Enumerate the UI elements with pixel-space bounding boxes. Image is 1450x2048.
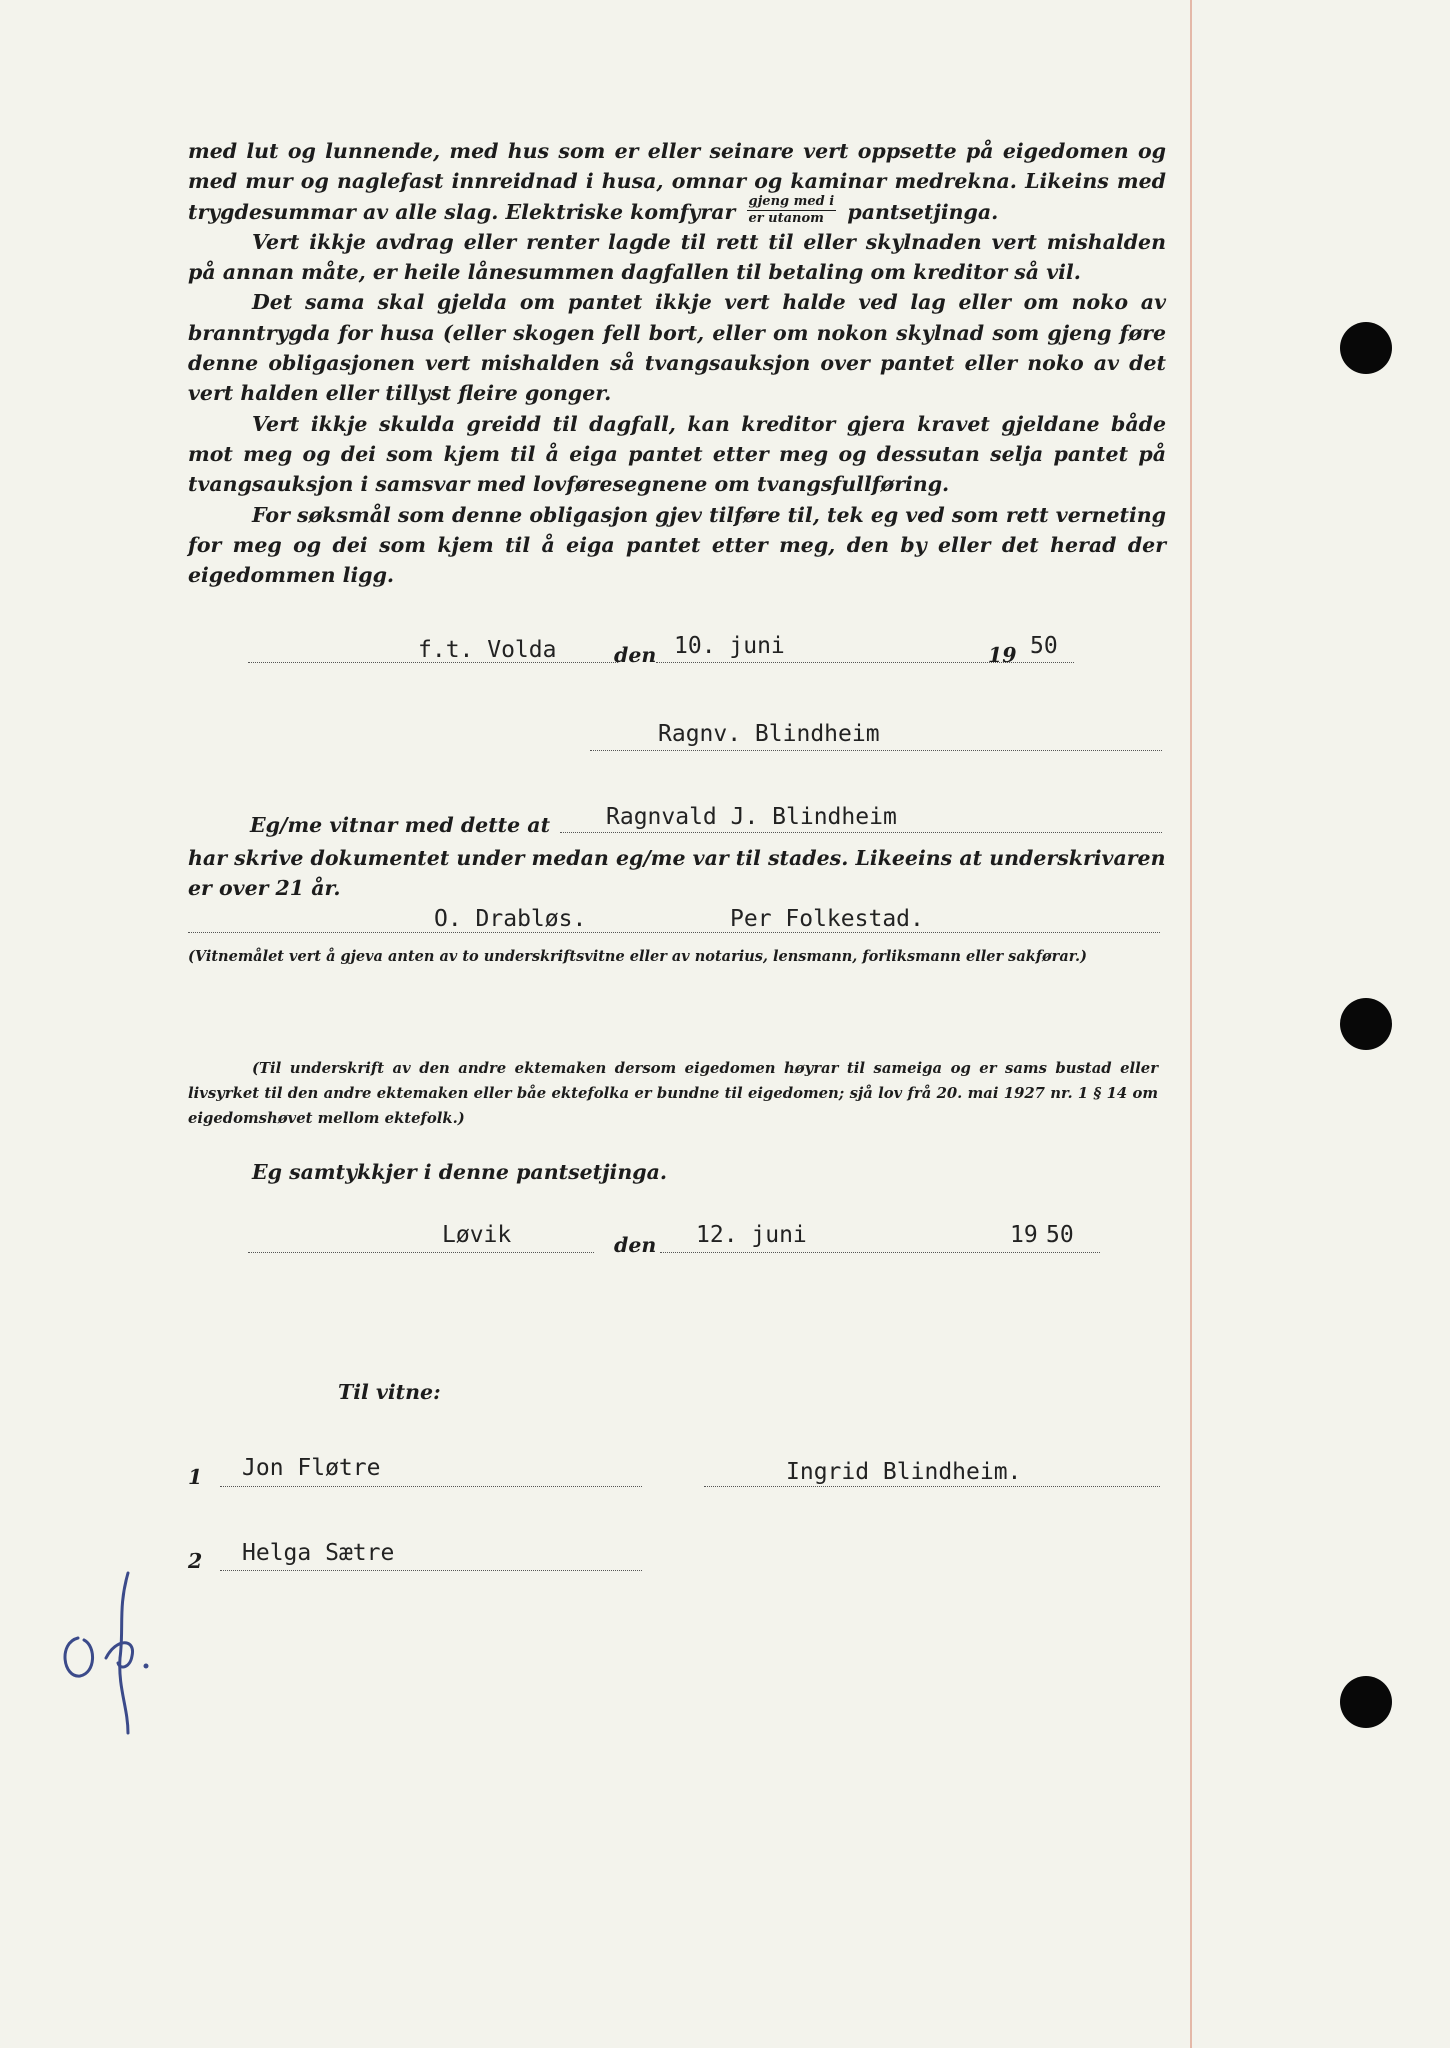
year-suffix: 50 bbox=[1030, 633, 1058, 659]
punch-hole bbox=[1340, 322, 1392, 374]
obligation-terms bbox=[188, 136, 1166, 590]
paragraph-enforcement: Vert ikkje skulda greidd til dagfall, kan kreditor gjera kravet gjeldane både mot meg og dei som kjem til å eiga pantet etter meg og dessutan selja pantet på tvangsauksjon i samsvar med lovføresegnene om tvangsfullføring. bbox=[188, 411, 1166, 497]
year-prefix: 19 bbox=[988, 643, 1017, 667]
punch-hole bbox=[1340, 998, 1392, 1050]
witness-signature-line bbox=[188, 932, 1160, 933]
signature-line bbox=[590, 750, 1162, 751]
vitne-line bbox=[220, 1570, 642, 1571]
witness-note: (Vitnemålet vert å gjeva anten av to underskriftsvitne eller av notarius, lensmann, forliksmann eller sakførar.) bbox=[188, 948, 1087, 965]
den-label: den bbox=[614, 643, 657, 667]
spouse-signature: Ingrid Blindheim. bbox=[786, 1459, 1022, 1485]
fraction-choice: $\frac{\text{gjeng med i}}{\text{er utanom}}$ bbox=[748, 193, 835, 226]
punch-hole bbox=[1340, 1676, 1392, 1728]
date2-year-prefix: 19 bbox=[1010, 1222, 1038, 1248]
vitne-number: 2 bbox=[188, 1549, 203, 1573]
spouse-note: (Til underskrift av den andre ektemaken dersom eigedomen høyrar til sameiga og er sams bustad eller livsyrket til den andre ektemaken eller båe ektefolka er bundne til eigedomen; sjå lov frå 20. mai 1927 nr. 1 § 14 om eigedomshøvet mellom ektefolk.) bbox=[188, 1060, 1158, 1127]
paragraph-venue: For søksmål som denne obligasjon gjev tilføre til, tek eg ved som rett verneting for meg og dei som kjem til å eiga pantet etter meg, den by eller det herad der eigedommen ligg. bbox=[188, 502, 1166, 588]
witness1-name: O. Drabløs. bbox=[434, 906, 587, 932]
margin-rule bbox=[1190, 0, 1192, 2048]
den-label: den bbox=[614, 1233, 657, 1257]
til-vitne-label: Til vitne: bbox=[338, 1380, 441, 1404]
date2-day-month: 12. juni bbox=[696, 1222, 807, 1248]
paragraph-property: med lut og lunnende, med hus som er eller seinare vert oppsette på eigedomen og med mur og naglefast innreidnad i husa, omnar og kaminar medrekna. Likeins med trygdesummar av alle slag. Elektriske komfyrar $\frac{\text{gjeng med i}}{\text{er utanom}}$ pantsetjinga. bbox=[188, 139, 1166, 226]
witness-name-line bbox=[560, 832, 1162, 833]
date-day-month: 10. juni bbox=[674, 633, 785, 659]
paragraph-insurance: Det sama skal gjelda om pantet ikkje vert halde ved lag eller om noko av branntrygda for husa (eller skogen fell bort, eller om nokon skylnad som gjeng føre denne obligasjonen vert mishalden så tvangsauksjon over pantet eller noko av det vert halden eller tillyst fleire gonger. bbox=[188, 290, 1166, 406]
attested-name: Ragnvald J. Blindheim bbox=[606, 804, 897, 830]
handwritten-initials-icon bbox=[58, 1568, 158, 1742]
date2-line bbox=[660, 1252, 1100, 1253]
date2-place-line bbox=[248, 1252, 594, 1253]
paragraph-default: Vert ikkje avdrag eller renter lagde til rett til eller skylnaden vert mishalden på annan måte, er heile lånesummen dagfallen til betaling om kreditor så vil. bbox=[188, 229, 1166, 285]
vitne-name: Jon Fløtre bbox=[242, 1455, 381, 1481]
main-signature: Ragnv. Blindheim bbox=[658, 721, 880, 747]
vitne-number: 1 bbox=[188, 1465, 203, 1489]
date2-place: Løvik bbox=[442, 1222, 512, 1248]
witness-text: har skrive dokumentet under medan eg/me var til stades. Likeeins at underskrivaren er over 21 år. bbox=[188, 846, 1166, 900]
spouse-signature-line bbox=[704, 1486, 1160, 1487]
witness2-name: Per Folkestad. bbox=[730, 906, 924, 932]
vitne-name: Helga Sætre bbox=[242, 1540, 395, 1566]
vitne-line bbox=[220, 1486, 642, 1487]
date2-year-suffix: 50 bbox=[1046, 1222, 1074, 1248]
date-place: f.t. Volda bbox=[418, 637, 557, 663]
witness-label: Eg/me vitnar med dette at bbox=[250, 813, 551, 837]
consent-text: Eg samtykkjer i denne pantsetjinga. bbox=[252, 1160, 667, 1184]
